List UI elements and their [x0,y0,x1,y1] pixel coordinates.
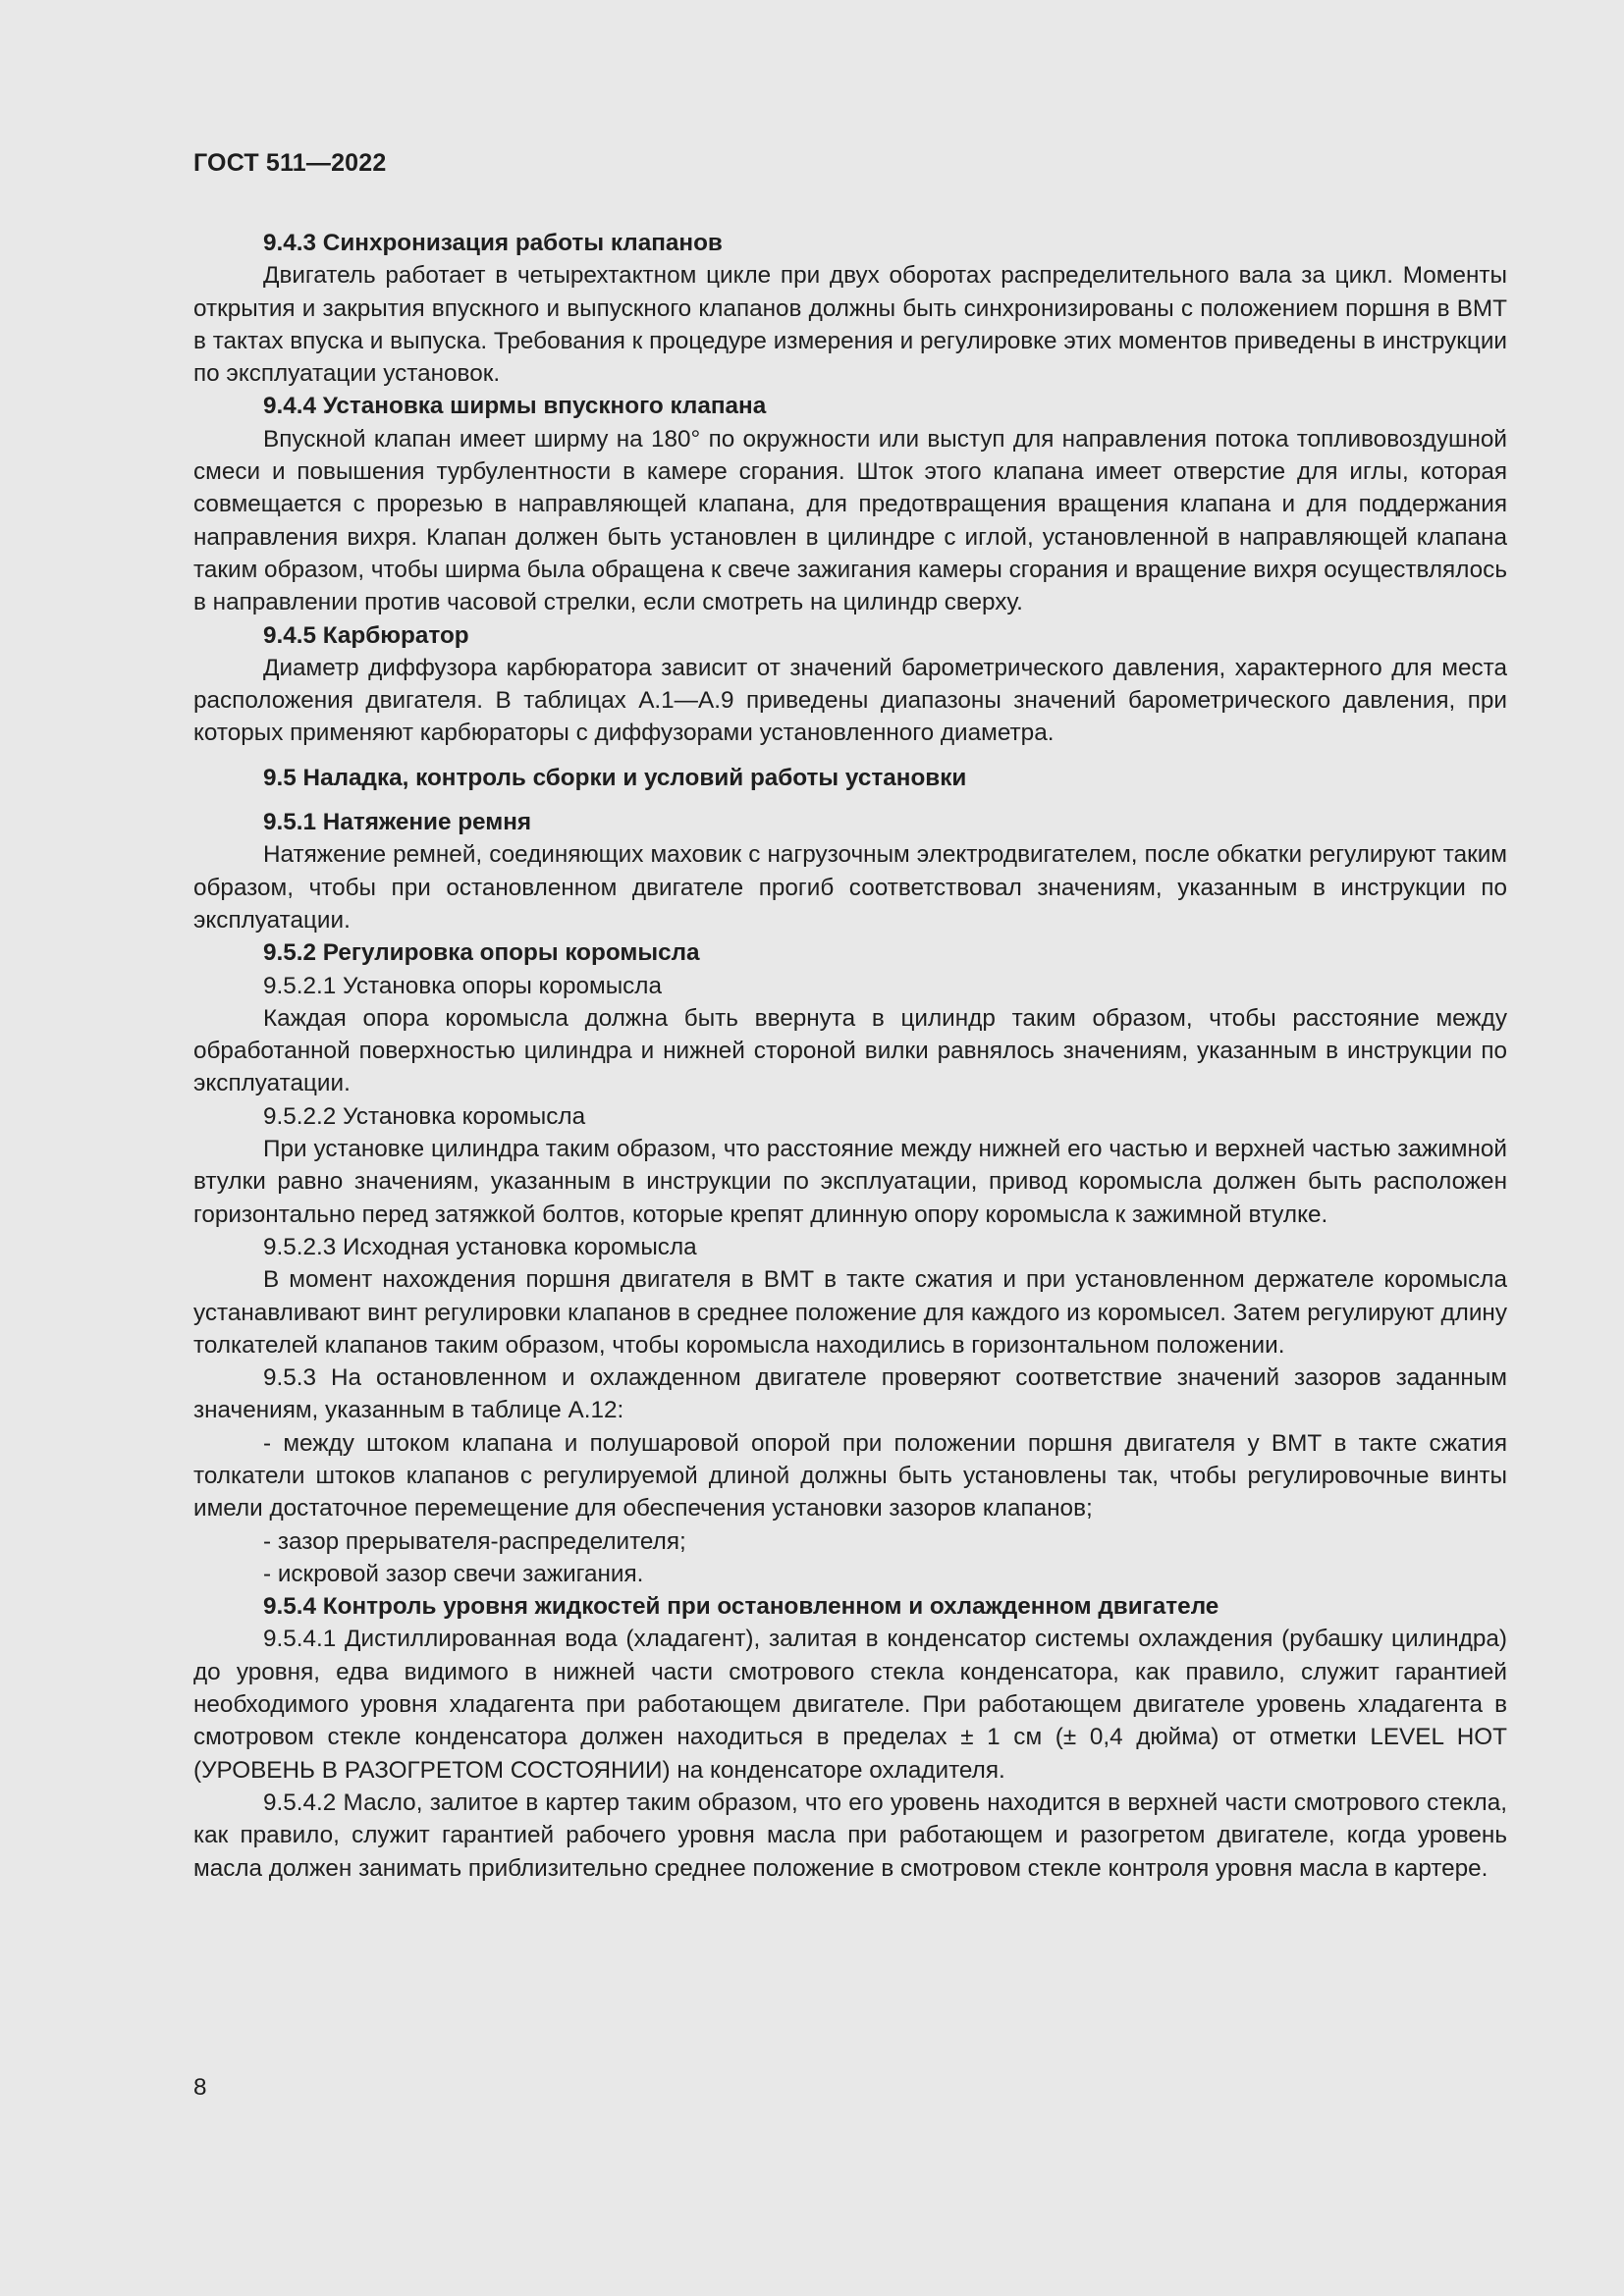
document-page [193,0,1507,2296]
clause-9-5-1-text: Натяжение ремней, соединяющих маховик с нагрузочным электродвигателем, после обкатки регулируют таким образом, чтобы при остановленном двигателе прогиб соответствовал значениям, указанным в инструкции по эксплуатации. [193,841,1507,934]
clause-9-5-3-list-item: - зазор прерывателя-распределителя; [263,1527,686,1555]
clause-9-5-3-list-item: - искровой зазор свечи зажигания. [263,1560,644,1587]
clause-9-4-4-text: Впускной клапан имеет ширму на 180° по окружности или выступ для направления потока топливовоздушной смеси и повышения турбулентности в камере сгорания. Шток этого клапана имеет отверстие для иглы, которая совмещается с прорезью в направляющей клапана, для предотвращения вращения клапана и для поддержания направления вихря. Клапан должен быть установлен в цилиндре с иглой, установленной в направляющей клапана таким образом, чтобы ширма была обращена к свече зажигания камеры сгорания и вращение вихря осуществлялось в направлении против часовой стрелки, если смотреть на цилиндр сверху. [193,425,1507,616]
page-number: 8 [193,2074,207,2101]
clause-9-5-4-heading: 9.5.4 Контроль уровня жидкостей при остановленном и охлажденном двигателе [263,1593,1219,1621]
clause-9-4-3-text: Двигатель работает в четырехтактном цикле при двух оборотах распределительного вала за цикл. Моменты открытия и закрытия впускного и выпускного клапанов должны быть синхронизированы с положением поршня в ВМТ в тактах впуска и выпуска. Требования к процедуре измерения и регулировке этих моментов приведены в инструкции по эксплуатации установок. [193,262,1507,388]
clause-9-5-2-3-heading: 9.5.2.3 Исходная установка коромысла [263,1233,697,1260]
clause-9-4-3-heading: 9.4.3 Синхронизация работы клапанов [263,230,723,256]
section-9-5-heading: 9.5 Наладка, контроль сборки и условий работы установки [263,764,967,791]
clause-9-5-4-1-text: 9.5.4.1 Дистиллированная вода (хладагент), залитая в конденсатор системы охлаждения (рубашку цилиндра) до уровня, едва видимого в нижней части смотрового стекла конденсатора, как правило, служит гарантией необходимого уровня хладагента при работающем двигателе. При работающем двигателе уровень хладагента в смотровом стекле конденсатора должен находиться в пределах ± 1 см (± 0,4 дюйма) от отметки LEVEL HOT (УРОВЕНЬ В РАЗОГРЕТОМ СОСТОЯНИИ) на конденсаторе охладителя. [193,1626,1507,1784]
clause-9-5-1-heading: 9.5.1 Натяжение ремня [263,809,532,836]
document-code-header: ГОСТ 511—2022 [193,149,387,177]
clause-9-4-5-text: Диаметр диффузора карбюратора зависит от значений барометрического давления, характерного для места расположения двигателя. В таблицах А.1—А.9 приведены диапазоны значений барометрического давления, при которых применяют карбюраторы с диффузорами установленного диаметра. [193,654,1507,747]
clause-9-5-2-3-text: В момент нахождения поршня двигателя в ВМТ в такте сжатия и при установленном держателе коромысла устанавливают винт регулировки клапанов в среднее положение для каждого из коромысел. Затем регулируют длину толкателей клапанов таким образом, чтобы коромысла находились в горизонтальном положении. [193,1266,1507,1359]
clause-9-4-4-heading: 9.4.4 Установка ширмы впускного клапана [263,393,767,420]
clause-9-5-2-1-text: Каждая опора коромысла должна быть ввернута в цилиндр таким образом, чтобы расстояние между обработанной поверхностью цилиндра и нижней стороной вилки равнялось значениям, указанным в инструкции по эксплуатации. [193,1004,1507,1097]
clause-9-5-3-text: 9.5.3 На остановленном и охлажденном двигателе проверяют соответствие значений зазоров заданным значениям, указанным в таблице А.12: [193,1364,1507,1424]
clause-9-5-4-2-text: 9.5.4.2 Масло, залитое в картер таким образом, что его уровень находится в верхней части смотрового стекла, как правило, служит гарантией рабочего уровня масла при работающем и разогретом двигателе, когда уровень масла должен занимать приблизительно среднее положение в смотровом стекле контроля уровня масла в картере. [193,1789,1507,1882]
clause-9-5-2-2-text: При установке цилиндра таким образом, что расстояние между нижней его частью и верхней частью зажимной втулки равно значениям, указанным в инструкции по эксплуатации, привод коромысла должен быть расположен горизонтально перед затяжкой болтов, которые крепят длинную опору коромысла к зажимной втулке. [193,1136,1507,1228]
clause-9-5-2-1-heading: 9.5.2.1 Установка опоры коромысла [263,972,662,999]
clause-9-4-5-heading: 9.4.5 Карбюратор [263,621,469,649]
clause-9-5-2-heading: 9.5.2 Регулировка опоры коромысла [263,939,700,967]
clause-9-5-2-2-heading: 9.5.2.2 Установка коромысла [263,1102,586,1130]
clause-9-5-3-list-item: - между штоком клапана и полушаровой опорой при положении поршня двигателя у ВМТ в такте сжатия толкатели штоков клапанов с регулируемой длиной должны быть установлены так, чтобы регулировочные винты имели достаточное перемещение для обеспечения установки зазоров клапанов; [193,1429,1507,1522]
document-body [193,227,1507,1885]
